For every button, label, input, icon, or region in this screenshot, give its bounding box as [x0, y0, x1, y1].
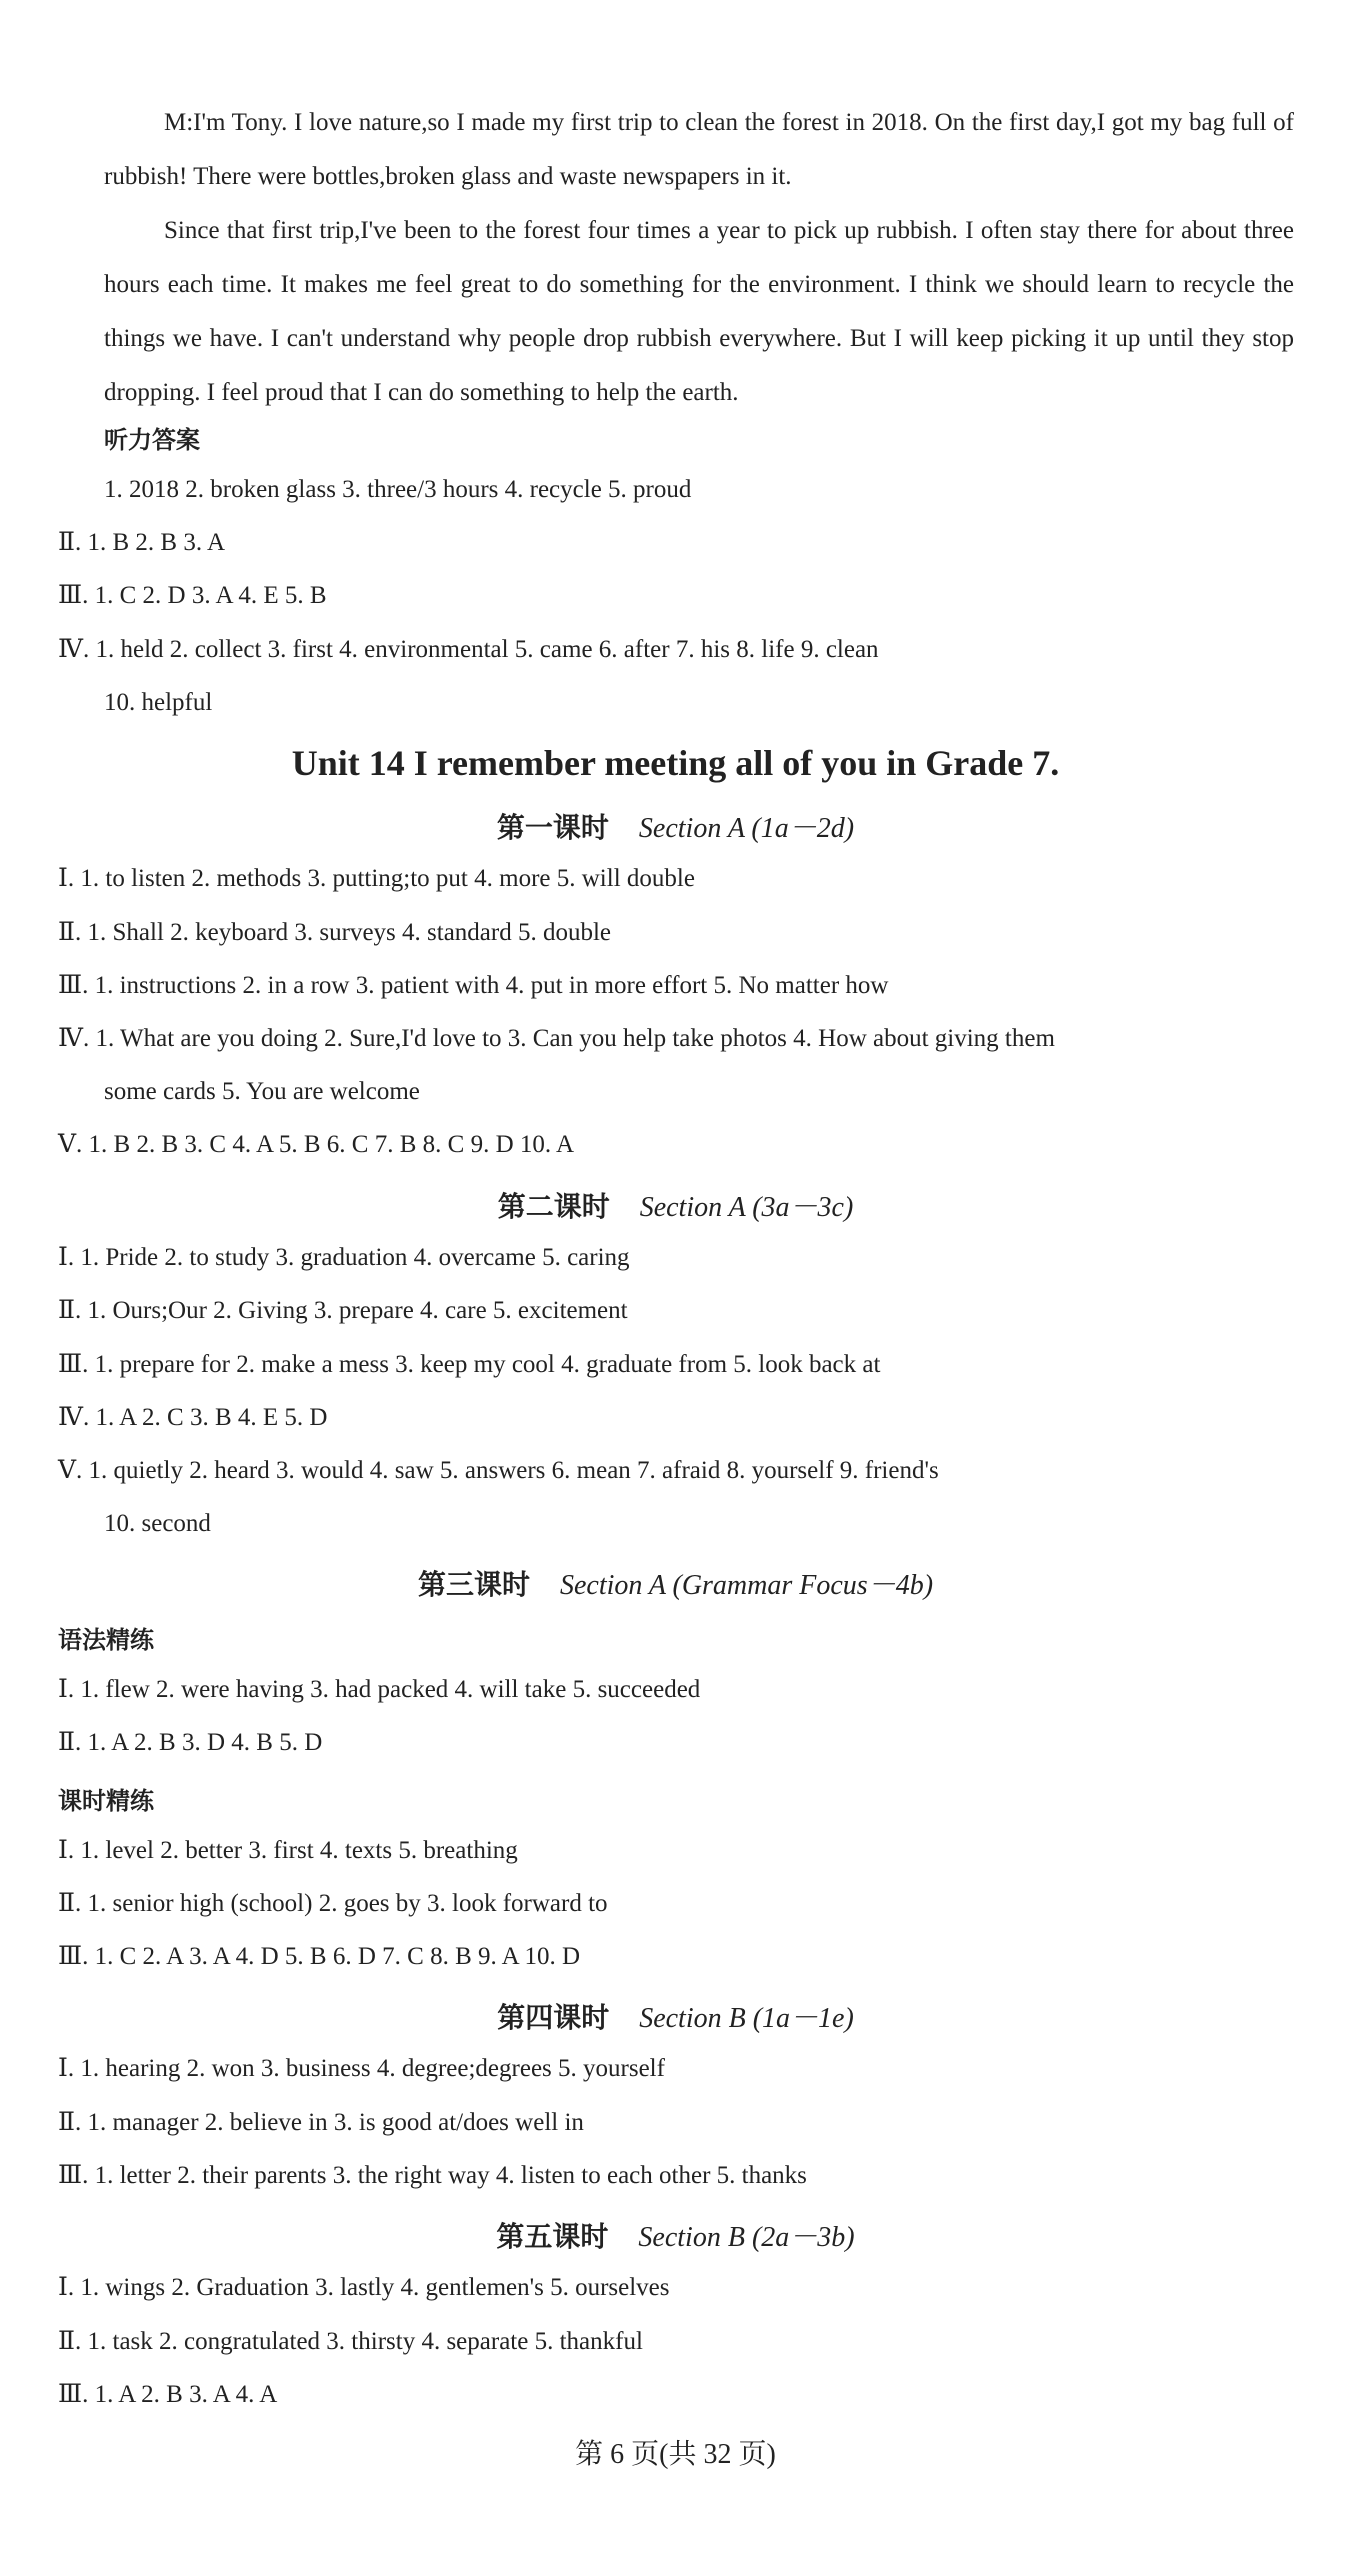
- lesson4-line-1: Ⅰ. 1. hearing 2. won 3. business 4. degree;degrees 5. yourself: [58, 2055, 665, 2082]
- lesson4-line-2: Ⅱ. 1. manager 2. believe in 3. is good at/does well in: [58, 2109, 584, 2136]
- listening-label: 听力答案: [104, 426, 200, 454]
- lesson2-title-en: Section A (3a－3c): [639, 1192, 854, 1223]
- lesson3-title-en: Section A (Grammar Focus－4b): [559, 1570, 934, 1601]
- dialogue-paragraph-2: Since that first trip,I've been to the forest four times a year to pick up rubbish. I often stay there for about three hours each time. It makes me feel great to do something for the environment. I think we should learn to recycle the things we have. I can't understand why people drop rubbish everywhere. But I will keep picking it up until they stop dropping. I feel proud that I can do something to help the earth.: [104, 217, 1294, 406]
- lesson2-line-2: Ⅱ. 1. Ours;Our 2. Giving 3. prepare 4. care 5. excitement: [58, 1297, 628, 1324]
- lesson2-line-4: Ⅳ. 1. A 2. C 3. B 4. E 5. D: [58, 1404, 328, 1431]
- lesson2-line-1: Ⅰ. 1. Pride 2. to study 3. graduation 4. overcame 5. caring: [58, 1244, 630, 1271]
- lesson2-line-6: 10. second: [104, 1510, 211, 1537]
- lesson5-line-1: Ⅰ. 1. wings 2. Graduation 3. lastly 4. gentlemen's 5. ourselves: [58, 2274, 670, 2301]
- lesson4-title: [0, 1996, 1351, 2036]
- dialogue-paragraph-1: M:I'm Tony. I love nature,so I made my first trip to clean the forest in 2018. On the first day,I got my bag full of rubbish! There were bottles,broken glass and waste newspapers in it.: [104, 109, 1294, 190]
- lesson1-line-1: Ⅰ. 1. to listen 2. methods 3. putting;to put 4. more 5. will double: [58, 865, 695, 892]
- lesson1-line-5: some cards 5. You are welcome: [104, 1078, 420, 1105]
- lesson3-title: [0, 1563, 1351, 1603]
- practice-line-2: Ⅱ. 1. senior high (school) 2. goes by 3. look forward to: [58, 1890, 608, 1917]
- lesson1-title-cn: 第一课时: [496, 811, 609, 844]
- lesson3-title-cn: 第三课时: [417, 1568, 530, 1601]
- lesson1-title: [0, 806, 1351, 846]
- listening-line-2: Ⅱ. 1. B 2. B 3. A: [58, 529, 226, 556]
- lesson2-title: [0, 1185, 1351, 1225]
- listening-line-1: 1. 2018 2. broken glass 3. three/3 hours 4. recycle 5. proud: [104, 476, 692, 503]
- unit-title: Unit 14 I remember meeting all of you in Grade 7.: [291, 743, 1060, 783]
- lesson5-line-3: Ⅲ. 1. A 2. B 3. A 4. A: [58, 2381, 278, 2408]
- lesson5-title-cn: 第五课时: [496, 2220, 609, 2253]
- grammar-label: 语法精练: [58, 1626, 154, 1654]
- lesson4-title-en: Section B (1a－1e): [639, 2003, 854, 2034]
- lesson4-line-3: Ⅲ. 1. letter 2. their parents 3. the right way 4. listen to each other 5. thanks: [58, 2162, 807, 2189]
- lesson2-line-5: Ⅴ. 1. quietly 2. heard 3. would 4. saw 5. answers 6. mean 7. afraid 8. yourself 9. friend's: [58, 1457, 939, 1484]
- lesson1-line-4: Ⅳ. 1. What are you doing 2. Sure,I'd love to 3. Can you help take photos 4. How about giving them: [58, 1025, 1055, 1052]
- lesson5-title-en: Section B (2a－3b): [638, 2222, 855, 2253]
- practice-label: 课时精练: [58, 1787, 154, 1815]
- grammar-line-1: Ⅰ. 1. flew 2. were having 3. had packed 4. will take 5. succeeded: [58, 1676, 701, 1703]
- lesson1-line-2: Ⅱ. 1. Shall 2. keyboard 3. surveys 4. standard 5. double: [58, 919, 612, 946]
- listening-line-4: Ⅳ. 1. held 2. collect 3. first 4. environmental 5. came 6. after 7. his 8. life 9. clean: [58, 636, 879, 663]
- lesson2-title-cn: 第二课时: [497, 1190, 610, 1223]
- lesson5-line-2: Ⅱ. 1. task 2. congratulated 3. thirsty 4. separate 5. thankful: [58, 2328, 643, 2355]
- listening-line-5: 10. helpful: [104, 689, 213, 716]
- lesson4-title-cn: 第四课时: [497, 2001, 610, 2034]
- lesson1-title-en: Section A (1a－2d): [638, 813, 855, 844]
- lesson1-line-6: Ⅴ. 1. B 2. B 3. C 4. A 5. B 6. C 7. B 8. C 9. D 10. A: [58, 1131, 575, 1158]
- practice-line-3: Ⅲ. 1. C 2. A 3. A 4. D 5. B 6. D 7. C 8. B 9. A 10. D: [58, 1943, 581, 1970]
- listening-line-3: Ⅲ. 1. C 2. D 3. A 4. E 5. B: [58, 582, 327, 609]
- page-footer: 第 6 页(共 32 页): [575, 2439, 776, 2470]
- grammar-line-2: Ⅱ. 1. A 2. B 3. D 4. B 5. D: [58, 1729, 323, 1756]
- lesson2-line-3: Ⅲ. 1. prepare for 2. make a mess 3. keep my cool 4. graduate from 5. look back at: [58, 1351, 881, 1378]
- lesson5-title: [0, 2215, 1351, 2255]
- practice-line-1: Ⅰ. 1. level 2. better 3. first 4. texts 5. breathing: [58, 1837, 518, 1864]
- lesson1-line-3: Ⅲ. 1. instructions 2. in a row 3. patient with 4. put in more effort 5. No matter how: [58, 972, 889, 999]
